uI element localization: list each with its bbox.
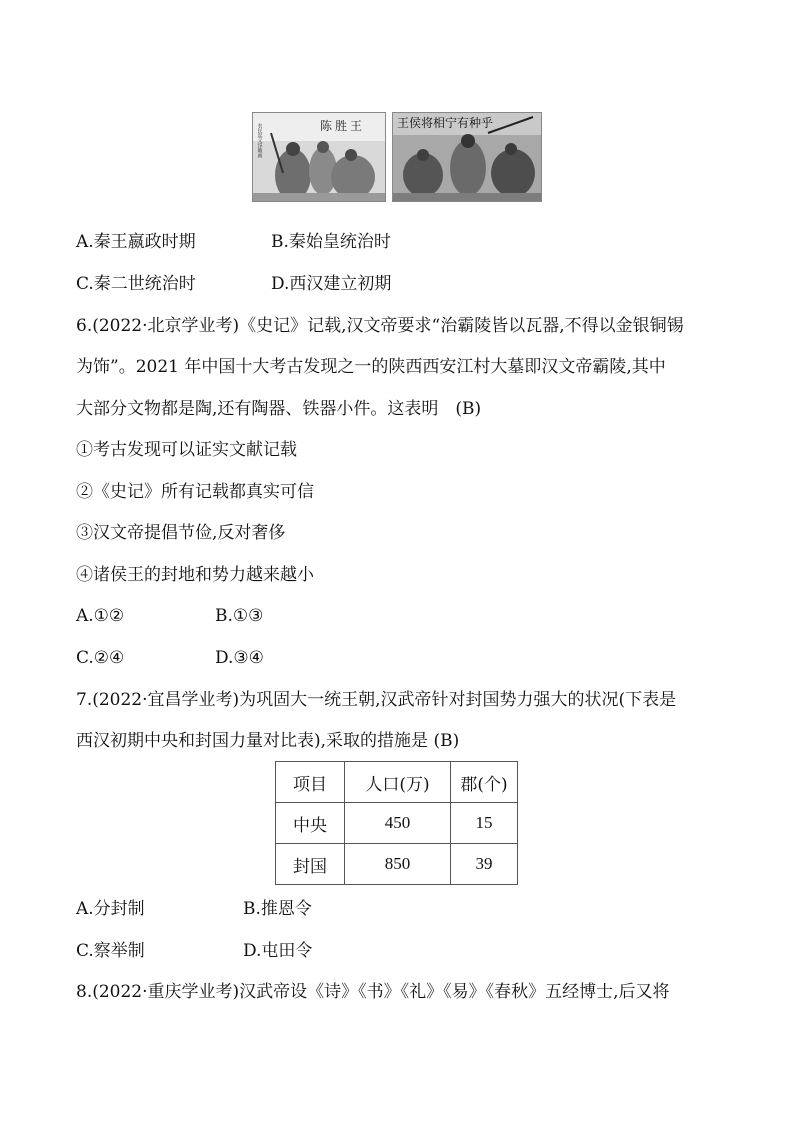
- table-cell: 39: [451, 844, 518, 885]
- q6-option-c: C.②④: [76, 648, 125, 668]
- illustration-right-caption: 王侯将相宁有种乎: [397, 116, 494, 130]
- q7-option-a: A.分封制: [76, 899, 145, 919]
- q8-stem-line1: 8.(2022·重庆学业考)汉武帝设《诗》《书》《礼》《易》《春秋》五经博士,后又将: [76, 982, 670, 1002]
- q6-statement-2: ②《史记》所有记载都真实可信: [76, 482, 314, 502]
- q6-stem-line2: 为饰”。2021 年中国十大考古发现之一的陕西西安江村大墓即汉文帝霸陵,其中: [76, 357, 666, 377]
- table-row: [276, 803, 518, 844]
- q6-option-d: D.③④: [215, 648, 264, 668]
- q7-stem-line2: 西汉初期中央和封国力量对比表),采取的措施是 (B): [76, 731, 460, 751]
- table-header-cell: 项目: [276, 762, 345, 803]
- q5-option-b: B.秦始皇统治时: [271, 232, 391, 252]
- table-cell: 850: [345, 844, 451, 885]
- table-row: [276, 844, 518, 885]
- illustration-left-small-caption: 农民起义浮雕画: [256, 123, 262, 158]
- table-header-cell: 郡(个): [451, 762, 518, 803]
- q6-option-b: B.①③: [215, 606, 264, 626]
- table-cell: 15: [451, 803, 518, 844]
- table-cell: 450: [345, 803, 451, 844]
- q6-stem-line3: 大部分文物都是陶,还有陶器、铁器小件。这表明 (B): [76, 399, 482, 419]
- table-header-row: [276, 762, 518, 803]
- illustration-chen-sheng-wang: [252, 112, 386, 202]
- q7-option-d: D.屯田令: [243, 941, 313, 961]
- q6-statement-1: ①考古发现可以证实文献记载: [76, 440, 297, 460]
- q5-option-a: A.秦王嬴政时期: [76, 232, 196, 252]
- q7-option-b: B.推恩令: [243, 899, 312, 919]
- q6-statement-3: ③汉文帝提倡节俭,反对奢侈: [76, 523, 286, 543]
- q7-stem-line1: 7.(2022·宜昌学业考)为巩固大一统王朝,汉武帝针对封国势力强大的状况(下表是: [76, 690, 677, 710]
- illustration-left-caption: 陈 胜 王: [319, 119, 363, 133]
- q6-stem-line1: 6.(2022·北京学业考)《史记》记载,汉文帝要求“治霸陵皆以瓦器,不得以金银铜锡: [76, 316, 684, 336]
- table-cell: 封国: [276, 844, 345, 885]
- illustration-wang-hou-jiang-xiang: [392, 112, 542, 202]
- q5-option-d: D.西汉建立初期: [271, 274, 392, 294]
- table-cell: 中央: [276, 803, 345, 844]
- table-header-cell: 人口(万): [345, 762, 451, 803]
- q5-option-c: C.秦二世统治时: [76, 274, 196, 294]
- q6-statement-4: ④诸侯王的封地和势力越来越小: [76, 565, 314, 585]
- q6-option-a: A.①②: [76, 606, 125, 626]
- q7-option-c: C.察举制: [76, 941, 145, 961]
- comparison-table: [275, 761, 518, 885]
